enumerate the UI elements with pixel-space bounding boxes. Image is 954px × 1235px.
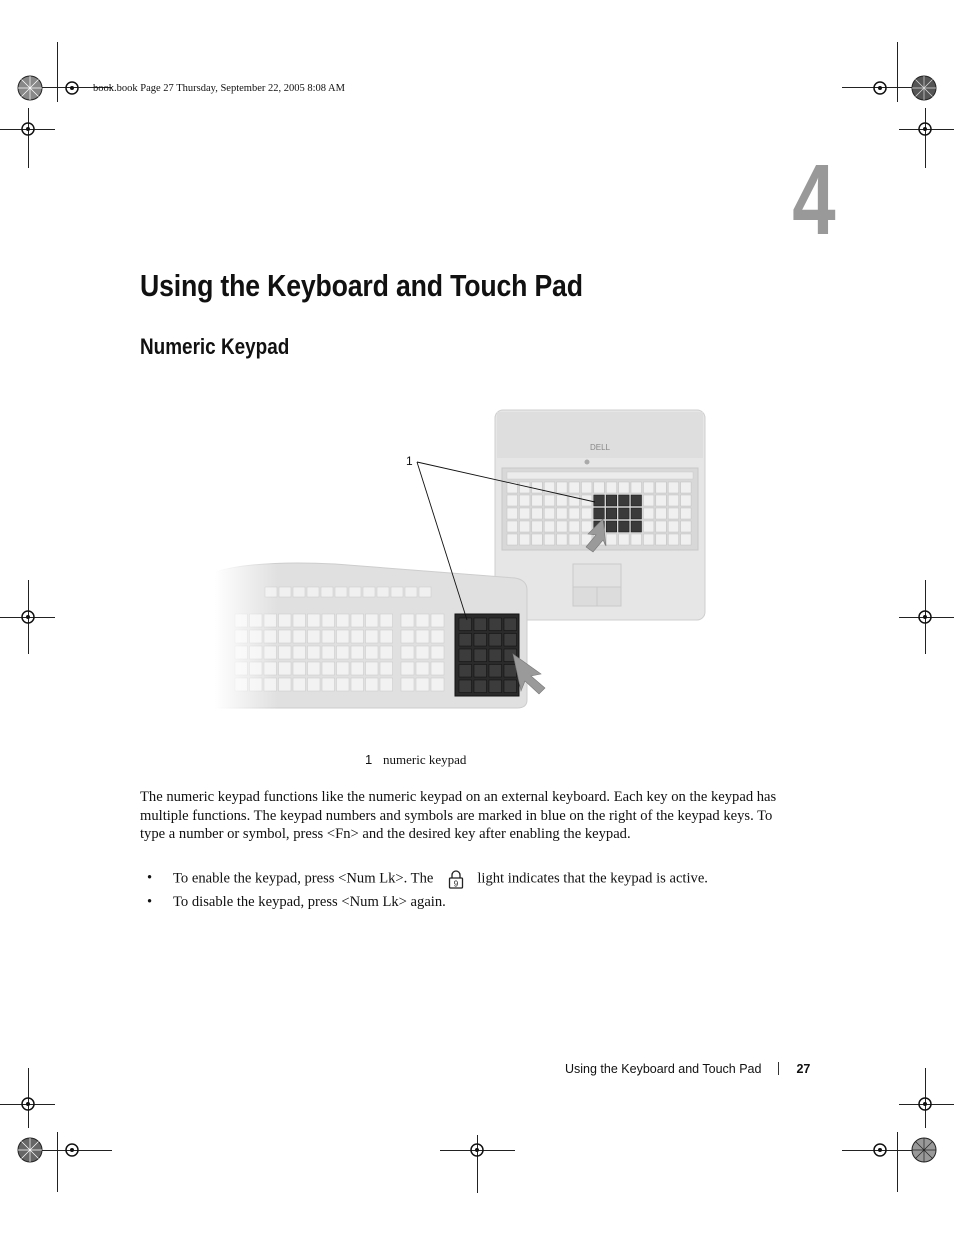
bullet-text: To disable the keypad, press <Num Lk> again. xyxy=(173,894,446,910)
keyboard-key xyxy=(504,665,517,678)
keyboard-key xyxy=(557,508,568,519)
keyboard-key xyxy=(656,534,667,545)
crosshair-icon xyxy=(20,1096,36,1112)
figure-caption xyxy=(365,752,466,768)
keyboard-key xyxy=(643,534,654,545)
keyboard-key xyxy=(489,665,502,678)
keyboard-key xyxy=(431,630,444,643)
keyboard-illustration xyxy=(215,382,712,730)
keyboard-key xyxy=(474,618,487,631)
keyboard-key xyxy=(416,630,429,643)
keyboard-key xyxy=(507,521,518,532)
keyboard-key xyxy=(606,482,617,493)
keyboard-key xyxy=(668,482,679,493)
crosshair-icon xyxy=(64,1142,80,1158)
keyboard-key xyxy=(474,649,487,662)
keyboard-key xyxy=(619,521,630,532)
keyboard-key xyxy=(619,495,630,506)
external-keyboard-illustration xyxy=(215,552,545,722)
keyboard-key xyxy=(474,665,487,678)
keyboard-key xyxy=(459,680,472,693)
keyboard-key xyxy=(619,508,630,519)
keyboard-key xyxy=(557,482,568,493)
keyboard-key xyxy=(619,482,630,493)
keyboard-key xyxy=(519,495,530,506)
keyboard-key xyxy=(569,534,580,545)
keyboard-key xyxy=(656,521,667,532)
keyboard-key xyxy=(681,482,692,493)
keyboard-key xyxy=(544,495,555,506)
keyboard-key xyxy=(569,482,580,493)
crosshair-icon xyxy=(872,80,888,96)
keyboard-key xyxy=(557,495,568,506)
footer-divider xyxy=(778,1062,779,1075)
keyboard-key xyxy=(519,508,530,519)
bullet-marker: • xyxy=(147,894,153,910)
keyboard-key xyxy=(474,634,487,647)
list-item xyxy=(147,869,708,889)
keyboard-key xyxy=(544,521,555,532)
keyboard-key xyxy=(431,678,444,691)
keyboard-key xyxy=(507,495,518,506)
keyboard-key xyxy=(681,495,692,506)
bullet-text-before: To enable the keypad, press <Num Lk>. The xyxy=(173,870,434,887)
keyboard-key xyxy=(569,521,580,532)
keyboard-key xyxy=(619,534,630,545)
keyboard-key xyxy=(544,508,555,519)
page-footer xyxy=(565,1062,810,1076)
keyboard-key xyxy=(416,678,429,691)
keyboard-key xyxy=(668,534,679,545)
keyboard-key xyxy=(532,534,543,545)
bullet-text-after: light indicates that the keypad is active. xyxy=(477,870,708,887)
keyboard-key xyxy=(581,482,592,493)
laptop-brand-logo: DELL xyxy=(589,443,611,452)
keyboard-key xyxy=(401,662,414,675)
num-lock-light-icon xyxy=(447,869,465,889)
keyboard-key xyxy=(507,534,518,545)
keyboard-key xyxy=(569,508,580,519)
keyboard-key xyxy=(581,521,592,532)
keyboard-key xyxy=(431,614,444,627)
keyboard-key xyxy=(416,614,429,627)
keyboard-key xyxy=(459,649,472,662)
list-item xyxy=(147,894,446,911)
crosshair-icon xyxy=(64,80,80,96)
keyboard-key xyxy=(606,521,617,532)
keyboard-key xyxy=(656,495,667,506)
keyboard-key xyxy=(489,649,502,662)
bullet-marker: • xyxy=(147,870,153,887)
keyboard-key xyxy=(557,521,568,532)
print-slug: book.book Page 27 Thursday, September 22, 2005 8:08 AM xyxy=(93,83,345,94)
crosshair-icon xyxy=(469,1142,485,1158)
registration-target-icon xyxy=(911,75,937,101)
keyboard-key xyxy=(504,618,517,631)
keyboard-key xyxy=(416,662,429,675)
keyboard-key xyxy=(474,680,487,693)
callout-number: 1 xyxy=(406,454,413,468)
keyboard-key xyxy=(401,646,414,659)
keyboard-key xyxy=(606,495,617,506)
registration-target-icon xyxy=(17,75,43,101)
body-paragraph: The numeric keypad functions like the numeric keypad on an external keyboard. Each key on the keypad has multiple functions. The keypad numbers and symbols are marked in blue on the right of the keypad keys. To type a number or symbol, press <Fn> and the desired key after enabling the keypad. xyxy=(140,789,777,842)
keyboard-key xyxy=(519,521,530,532)
keyboard-key xyxy=(519,534,530,545)
caption-text: numeric keypad xyxy=(383,752,467,767)
keyboard-key xyxy=(643,495,654,506)
keyboard-key xyxy=(504,634,517,647)
keyboard-key xyxy=(489,618,502,631)
keyboard-key xyxy=(401,630,414,643)
chapter-number: 4 xyxy=(792,144,836,256)
keyboard-key xyxy=(532,508,543,519)
keyboard-key xyxy=(532,521,543,532)
keyboard-key xyxy=(656,482,667,493)
keyboard-key xyxy=(431,662,444,675)
keyboard-key xyxy=(631,521,642,532)
keyboard-key xyxy=(643,521,654,532)
keyboard-key xyxy=(631,482,642,493)
keyboard-key xyxy=(557,534,568,545)
keyboard-key xyxy=(594,508,605,519)
keyboard-key xyxy=(519,482,530,493)
chapter-title: Using the Keyboard and Touch Pad xyxy=(140,268,583,303)
crosshair-icon xyxy=(917,121,933,137)
keyboard-key xyxy=(681,508,692,519)
keyboard-key xyxy=(643,508,654,519)
keyboard-key xyxy=(459,665,472,678)
keyboard-key xyxy=(681,534,692,545)
keyboard-key xyxy=(606,508,617,519)
keyboard-key xyxy=(489,680,502,693)
keyboard-key xyxy=(459,634,472,647)
keyboard-key xyxy=(631,534,642,545)
crosshair-icon xyxy=(20,609,36,625)
keyboard-key xyxy=(431,646,444,659)
keyboard-key xyxy=(681,521,692,532)
running-title: Using the Keyboard and Touch Pad xyxy=(565,1062,762,1076)
keyboard-key xyxy=(416,646,429,659)
keyboard-key xyxy=(606,534,617,545)
keyboard-key xyxy=(594,482,605,493)
keyboard-key xyxy=(594,495,605,506)
caption-number: 1 xyxy=(365,752,373,767)
keyboard-key xyxy=(532,495,543,506)
keyboard-key xyxy=(668,508,679,519)
crosshair-icon xyxy=(20,121,36,137)
keyboard-key xyxy=(656,508,667,519)
page-number: 27 xyxy=(796,1062,811,1076)
keyboard-key xyxy=(459,618,472,631)
crosshair-icon xyxy=(917,609,933,625)
keyboard-key xyxy=(631,508,642,519)
keyboard-key xyxy=(668,521,679,532)
keyboard-key xyxy=(419,587,431,597)
keyboard-key xyxy=(401,614,414,627)
keyboard-key xyxy=(668,495,679,506)
crosshair-icon xyxy=(917,1096,933,1112)
keyboard-key xyxy=(405,587,417,597)
keyboard-key xyxy=(401,678,414,691)
registration-target-icon xyxy=(17,1137,43,1163)
keyboard-key xyxy=(504,680,517,693)
keyboard-key xyxy=(581,508,592,519)
keyboard-key xyxy=(544,534,555,545)
keyboard-key xyxy=(489,634,502,647)
registration-target-icon xyxy=(911,1137,937,1163)
keyboard-key xyxy=(631,495,642,506)
keyboard-key xyxy=(532,482,543,493)
keyboard-key xyxy=(643,482,654,493)
keyboard-key xyxy=(507,508,518,519)
crosshair-icon xyxy=(872,1142,888,1158)
section-title: Numeric Keypad xyxy=(140,334,290,359)
lock-icon-digit: 9 xyxy=(454,879,459,889)
